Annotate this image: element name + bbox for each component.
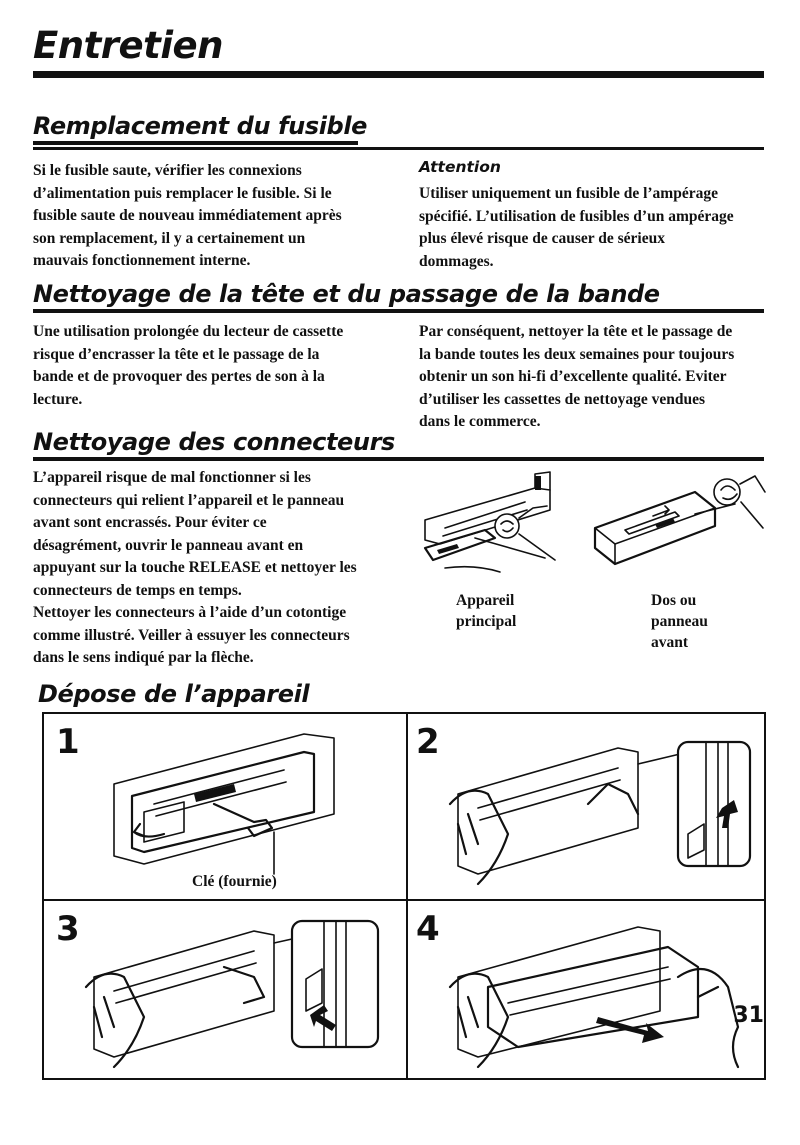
attention-line: plus élevé risque de causer de sérieux xyxy=(419,230,665,247)
step-4-illustration xyxy=(438,907,758,1077)
title-rule xyxy=(33,71,764,78)
back-panel-label-line: Dos ou xyxy=(651,592,697,609)
head-cleaning-heading: Nettoyage de la tête et du passage de la bande xyxy=(33,280,660,308)
attention-line: spécifié. L’utilisation de fusibles d’un ampérage xyxy=(419,207,734,225)
connectors-line: désagrément, ouvrir le panneau avant en xyxy=(33,536,304,554)
connectors-line: connecteurs qui relient l’appareil et le panneau xyxy=(33,491,345,509)
removal-steps-grid xyxy=(42,712,766,1080)
head-right-line: obtenir un son hi-fi d’excellente qualité. Eviter xyxy=(419,368,727,385)
attention-line: dommages. xyxy=(419,252,494,270)
fuse-line: d’alimentation puis remplacer le fusible. Si le xyxy=(33,184,332,202)
connectors-line: dans le sens indiqué par la flèche. xyxy=(33,649,254,666)
step-number: 1 xyxy=(56,722,80,762)
head-right-line: d’utiliser les cassettes de nettoyage vendues xyxy=(419,390,706,408)
step-number: 2 xyxy=(416,722,440,762)
fuse-heading-underline xyxy=(33,141,358,145)
fuse-line: fusible saute de nouveau immédiatement après xyxy=(33,207,342,224)
head-left-line: bande et de provoquer des pertes de son à la xyxy=(33,368,325,385)
attention-line: Utiliser uniquement un fusible de l’ampérage xyxy=(419,185,718,202)
step-3-panel xyxy=(44,901,408,1078)
back-panel-label-line: panneau xyxy=(651,613,708,630)
step-2-panel xyxy=(408,714,764,901)
connectors-text xyxy=(33,467,403,670)
connectors-line: avant sont encrassés. Pour éviter ce xyxy=(33,514,267,531)
fuse-line: son remplacement, il y a certainement un xyxy=(33,229,306,247)
step-2-illustration xyxy=(438,724,758,894)
page-number: 31 xyxy=(733,1003,764,1028)
fuse-heading: Remplacement du fusible xyxy=(33,112,368,140)
connectors-rule xyxy=(33,457,764,461)
connectors-line: comme illustré. Veiller à essuyer les connecteurs xyxy=(33,626,350,644)
step-number: 4 xyxy=(416,909,440,949)
main-unit-cleaning-illustration xyxy=(415,468,595,588)
step-1-panel xyxy=(44,714,408,901)
fuse-line: Si le fusible saute, vérifier les connexions xyxy=(33,162,302,179)
connectors-line: Nettoyer les connecteurs à l’aide d’un cotontige xyxy=(33,604,347,621)
attention-text xyxy=(419,183,779,273)
head-cleaning-rule xyxy=(33,309,764,313)
head-cleaning-right xyxy=(419,321,789,434)
connectors-line: L’appareil risque de mal fonctionner si les xyxy=(33,469,311,486)
head-left-line: Une utilisation prolongée du lecteur de cassette xyxy=(33,323,344,340)
fuse-line: mauvais fonctionnement interne. xyxy=(33,252,251,269)
step-4-panel xyxy=(408,901,764,1078)
page-title: Entretien xyxy=(33,24,223,67)
back-panel-label-line: avant xyxy=(651,634,689,651)
main-unit-label xyxy=(456,590,516,632)
head-cleaning-left xyxy=(33,321,403,411)
step-number: 3 xyxy=(56,909,80,949)
attention-label: Attention xyxy=(419,158,501,176)
step-3-illustration xyxy=(74,907,404,1077)
head-right-line: dans le commerce. xyxy=(419,413,541,430)
back-panel-label xyxy=(651,590,708,653)
head-right-line: la bande toutes les deux semaines pour toujours xyxy=(419,345,735,363)
connectors-line: connecteurs de temps en temps. xyxy=(33,581,242,599)
fuse-text xyxy=(33,160,393,273)
head-right-line: Par conséquent, nettoyer la tête et le passage de xyxy=(419,323,733,340)
front-panel-cleaning-illustration xyxy=(585,468,770,588)
head-left-line: lecture. xyxy=(33,390,83,408)
head-left-line: risque d’encrasser la tête et le passage de la xyxy=(33,345,320,363)
step-1-illustration xyxy=(104,724,374,864)
main-unit-label-line: principal xyxy=(456,613,517,630)
fuse-rule xyxy=(33,147,764,150)
connectors-line: appuyant sur la touche RELEASE et nettoyer les xyxy=(33,559,357,576)
key-label: Clé (fournie) xyxy=(192,873,277,890)
main-unit-label-line: Appareil xyxy=(456,592,515,609)
removal-heading: Dépose de l’appareil xyxy=(38,680,310,708)
connectors-heading: Nettoyage des connecteurs xyxy=(33,428,395,456)
